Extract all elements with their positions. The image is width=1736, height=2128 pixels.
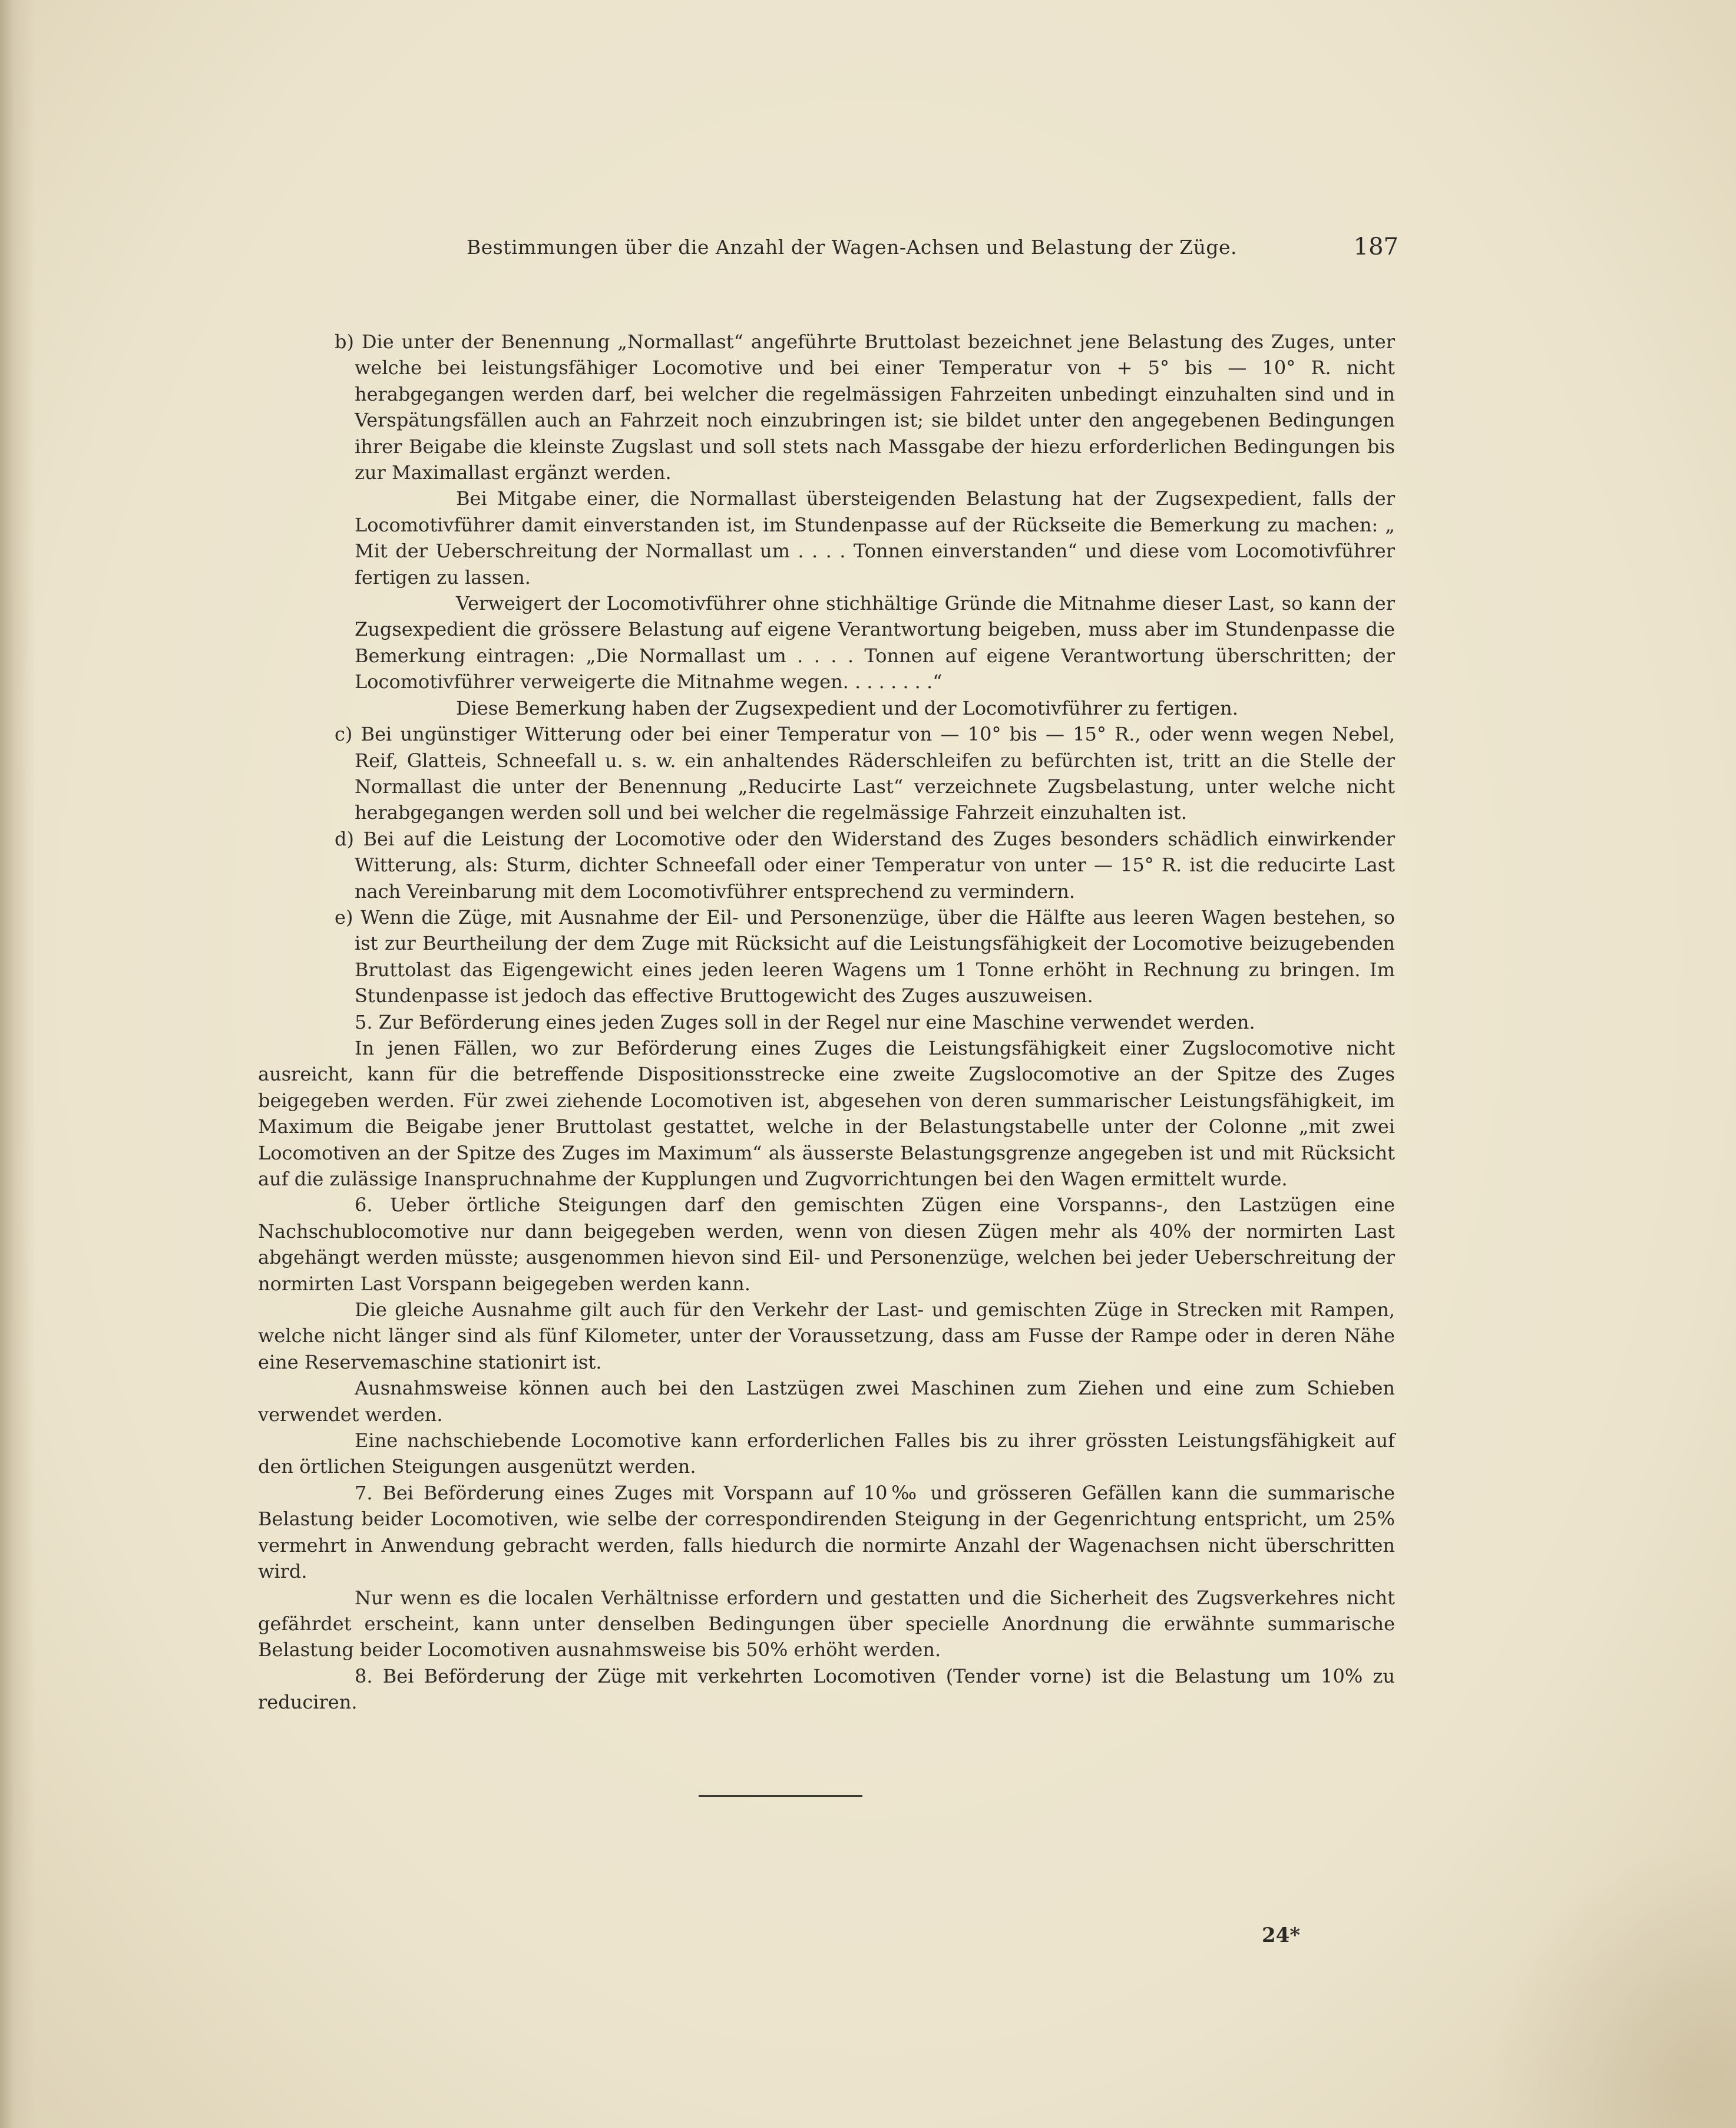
paragraph-b-bemerkung: Diese Bemerkung haben der Zugsexpedient und der Locomotivführer zu fertigen.	[456, 696, 1238, 719]
closing-rule	[699, 1795, 862, 1797]
paragraph-6-nachschub: Eine nachschiebende Locomotive kann erforderlichen Falles bis zu ihrer grössten Leistungsfähigkeit auf den örtlichen Steigungen ausgenützt werden.	[258, 1429, 1395, 1478]
paragraph-7-cont: Nur wenn es die localen Verhältnisse erfordern und gestatten und die Sicherheit des Zugsverkehres nicht gefährdet erscheint, kann unter denselben Bedingungen über specielle Anordnung die erwähnte summarische Belastung beider Locomotiven ausnahmsweise bis 50% erhöht werden.	[258, 1586, 1395, 1661]
page-number: 187	[1353, 233, 1398, 260]
paragraph-5: 5. Zur Beförderung eines jeden Zuges soll in der Regel nur eine Maschine verwendet werden.	[355, 1010, 1255, 1033]
paragraph-b-verweigert: Verweigert der Locomotivführer ohne stichhältige Gründe die Mitnahme dieser Last, so kann der Zugsexpedient die grössere Belastung auf eigene Verantwortung beigeben, muss aber im Stundenpasse die Bemerkung eintragen: „Die Normallast um . . . . Tonnen auf eigene Verantwortung überschritten; der Locomotivführer verweigerte die Mitnahme wegen. . . . . . . .“	[355, 592, 1395, 693]
paragraph-6-ausnahme: Ausnahmsweise können auch bei den Lastzügen zwei Maschinen zum Ziehen und eine zum Schieben verwendet werden.	[258, 1377, 1395, 1426]
paragraph-6: 6. Ueber örtliche Steigungen darf den gemischten Zügen eine Vorspanns-, den Lastzügen eine Nachschublocomotive nur dann beigegeben werden, wenn von diesen Zügen mehr als 40% der normirten Last abgehängt werden müsste; ausgenommen hievon sind Eil- und Personenzüge, welchen bei jeder Ueberschreitung der normirten Last Vorspann beigegeben werden kann.	[258, 1194, 1395, 1295]
running-title: Bestimmungen über die Anzahl der Wagen-Achsen und Belastung der Züge.	[467, 236, 1237, 259]
paragraph-5-cont: In jenen Fällen, wo zur Beförderung eines Zuges die Leistungsfähigkeit einer Zugslocomotive nicht ausreicht, kann für die betreffende Dispositionsstrecke eine zweite Zugslocomotive an der Spitze des Zuges beigegeben werden. Für zwei ziehende Locomotiven ist, abgesehen von deren summarischer Leistungsfähigkeit, im Maximum die Beigabe jener Bruttolast gestattet, welche in der Belastungstabelle unter der Colonne „mit zwei Locomotiven an der Spitze des Zuges im Maximum“ als äusserste Belastungsgrenze angegeben ist und mit Rücksicht auf die zulässige Inanspruchnahme der Kupplungen und Zugvorrichtungen bei den Wagen ermittelt wurde.	[258, 1036, 1395, 1190]
body-text	[258, 329, 1395, 1716]
paragraph-e: e) Wenn die Züge, mit Ausnahme der Eil- und Personenzüge, über die Hälfte aus leeren Wagen bestehen, so ist zur Beurtheilung der dem Zuge mit Rücksicht auf die Leistungsfähigkeit der Locomotive beizugebenden Bruttolast das Eigengewicht eines jeden leeren Wagens um 1 Tonne erhöht in Rechnung zu bringen. Im Stundenpasse ist jedoch das effective Bruttogewicht des Zuges auszuweisen.	[335, 906, 1395, 1007]
paragraph-b-mitgabe: Bei Mitgabe einer, die Normallast übersteigenden Belastung hat der Zugsexpedient, falls der Locomotivführer damit einverstanden ist, im Stundenpasse auf der Rückseite die Bemerkung zu machen: „ Mit der Ueberschreitung der Normallast um . . . . Tonnen einverstanden“ und diese vom Locomotivführer fertigen zu lassen.	[355, 487, 1395, 589]
paragraph-b: b) Die unter der Benennung „Normallast“ angeführte Bruttolast bezeichnet jene Belastung des Zuges, unter welche bei leistungsfähiger Locomotive und bei einer Temperatur von + 5° bis — 10° R. nicht herabgegangen werden darf, bei welcher die regelmässigen Fahrzeiten unbedingt einzuhalten sind und in Verspätungsfällen auch an Fahrzeit noch einzubringen ist; sie bildet unter den angegebenen Bedingungen ihrer Beigabe die kleinste Zugslast und soll stets nach Massgabe der hiezu erforderlichen Bedingungen bis zur Maximallast ergänzt werden.	[335, 331, 1395, 484]
paragraph-8: 8. Bei Beförderung der Züge mit verkehrten Locomotiven (Tender vorne) ist die Belastung um 10% zu reduciren.	[258, 1664, 1395, 1714]
paragraph-c: c) Bei ungünstiger Witterung oder bei einer Temperatur von — 10° bis — 15° R., oder wenn wegen Nebel, Reif, Glatteis, Schneefall u. s. w. ein anhaltendes Räderschleifen zu befürchten ist, tritt an die Stelle der Normallast die unter der Benennung „Reducirte Last“ verzeichnete Zugsbelastung, unter welche nicht herabgegangen werden soll und bei welcher die regelmässige Fahrzeit einzuhalten ist.	[335, 723, 1395, 824]
paragraph-7: 7. Bei Beförderung eines Zuges mit Vorspann auf 10‰ und grösseren Gefällen kann die summarische Belastung beider Locomotiven, wie selbe der correspondirenden Steigung in der Gegenrichtung entspricht, um 25% vermehrt in Anwendung gebracht werden, falls hiedurch die normirte Anzahl der Wagenachsen nicht überschritten wird.	[258, 1481, 1395, 1583]
signature-mark: 24*	[1262, 1924, 1301, 1947]
page-fold-shadow	[0, 0, 35, 2128]
paper-stain	[1489, 1845, 1736, 2128]
paragraph-6-rampen: Die gleiche Ausnahme gilt auch für den Verkehr der Last- und gemischten Züge in Strecken mit Rampen, welche nicht länger sind als fünf Kilometer, unter der Voraussetzung, dass am Fusse der Rampe oder in deren Nähe eine Reservemaschine stationirt ist.	[258, 1298, 1395, 1373]
paragraph-d: d) Bei auf die Leistung der Locomotive oder den Widerstand des Zuges besonders schädlich einwirkender Witterung, als: Sturm, dichter Schneefall oder einer Temperatur von unter — 15° R. ist die reducirte Last nach Vereinbarung mit dem Locomotivführer entsprechend zu vermindern.	[335, 827, 1395, 903]
page-header	[467, 233, 1398, 271]
